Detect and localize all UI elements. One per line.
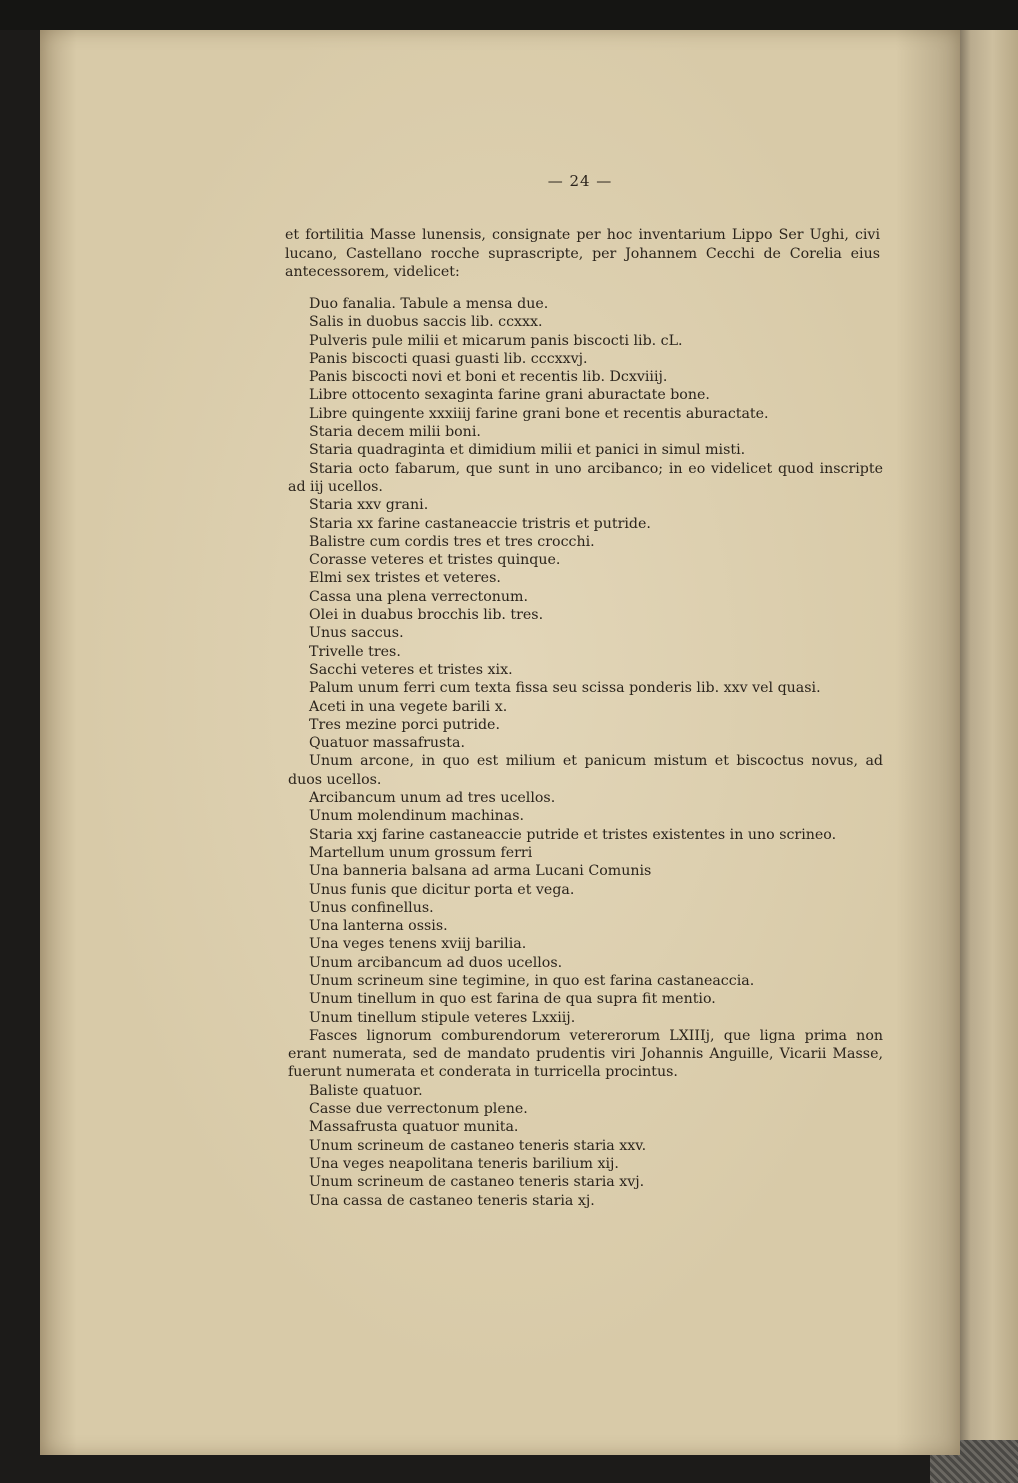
inventory-entry: Una banneria balsana ad arma Lucani Comunis: [309, 863, 652, 880]
inventory-entry: Palum unum ferri cum texta fissa seu scissa ponderis lib. xxv vel quasi.: [309, 680, 821, 697]
inventory-entry: Unus saccus.: [309, 625, 404, 642]
inventory-entry: Unum arcone, in quo est milium et panicum mistum et biscoctus novus, ad duos ucellos.: [288, 753, 883, 788]
inventory-entry: Unum molendinum machinas.: [309, 808, 525, 825]
inventory-entry: Casse due verrectonum plene.: [309, 1101, 528, 1118]
inventory-entry: Salis in duobus saccis lib. ccxxx.: [309, 314, 543, 331]
inventory-entry: Tres mezine porci putride.: [309, 716, 500, 733]
inventory-entry: Libre ottocento sexaginta farine grani aburactate bone.: [309, 387, 710, 404]
inventory-entry: Massafrusta quatuor munita.: [309, 1119, 519, 1136]
inventory-entry: Panis biscocti novi et boni et recentis lib. Dcxviiij.: [309, 369, 668, 386]
inventory-entry: Quatuor massafrusta.: [309, 735, 465, 752]
inventory-entry: Baliste quatuor.: [309, 1082, 423, 1099]
inventory-entry: Staria octo fabarum, que sunt in uno arcibanco; in eo videlicet quod inscripte ad iij ucellos.: [288, 460, 883, 495]
inventory-entry: Staria quadraginta et dimidium milii et panici in simul misti.: [309, 442, 746, 459]
inventory-entry: Una lanterna ossis.: [309, 918, 448, 935]
inventory-entry: Unum tinellum stipule veteres Lxxiij.: [309, 1009, 576, 1026]
inventory-entry: Balistre cum cordis tres et tres crocchi.: [309, 533, 595, 550]
scan-top-edge: [0, 0, 1018, 30]
intro-paragraph: et fortilitia Masse lunensis, consignate per hoc inventarium Lippo Ser Ughi, civi lucano, Castellano rocche suprascripte, per Johannem Cecchi de Corelia eius antecessorem, videlicet:: [285, 227, 880, 281]
inventory-entry: Staria xx farine castaneaccie tristris et putride.: [309, 515, 651, 532]
inventory-entry: Arcibancum unum ad tres ucellos.: [309, 790, 556, 807]
facing-page-edge: [955, 30, 1018, 1460]
inventory-entry: Libre quingente xxxiiij farine grani bone et recentis aburactate.: [309, 405, 769, 422]
inventory-entry: Unum arcibancum ad duos ucellos.: [309, 954, 563, 971]
inventory-entry: Martellum unum grossum ferri: [309, 844, 533, 861]
inventory-entry: Una veges neapolitana teneris barilium xij.: [309, 1155, 619, 1172]
inventory-entry: Una cassa de castaneo teneris staria xj.: [309, 1192, 595, 1209]
inventory-entry: Corasse veteres et tristes quinque.: [309, 552, 561, 569]
inventory-entry: Una veges tenens xviij barilia.: [309, 936, 527, 953]
inventory-entry: Cassa una plena verrectonum.: [309, 588, 529, 605]
inventory-entry: Unum scrineum sine tegimine, in quo est farina castaneaccia.: [309, 972, 755, 989]
inventory-entry: Duo fanalia. Tabule a mensa due.: [309, 296, 549, 312]
inventory-entry: Unum tinellum in quo est farina de qua supra fit mentio.: [309, 991, 716, 1008]
inventory-entry: Aceti in una vegete barili x.: [309, 698, 508, 715]
inventory-entry: Pulveris pule milii et micarum panis biscocti lib. cL.: [309, 332, 683, 349]
inventory-entry: Panis biscocti quasi guasti lib. cccxxvj.: [309, 350, 588, 367]
inventory-entry: Staria decem milii boni.: [309, 424, 481, 441]
inventory-entry: Staria xxj farine castaneaccie putride et tristes existentes in uno scrineo.: [309, 826, 837, 843]
inventory-entry: Sacchi veteres et tristes xix.: [309, 661, 513, 678]
inventory-list: [288, 295, 883, 1210]
inventory-entry: Olei in duabus brocchis lib. tres.: [309, 607, 544, 624]
inventory-entry: Unum scrineum de castaneo teneris staria xvj.: [309, 1174, 645, 1191]
inventory-entry: Unus confinellus.: [309, 899, 434, 916]
inventory-entry: Unum scrineum de castaneo teneris staria xxv.: [309, 1137, 647, 1154]
page-number: — 24 —: [547, 172, 613, 190]
inventory-entry: Staria xxv grani.: [309, 497, 429, 514]
inventory-entry: Fasces lignorum comburendorum vetererorum LXIIIj, que ligna prima non erant numerata, sed de mandato prudentis viri Johannis Anguille, Vicarii Masse, fuerunt numerata et conderata in turricella procintus.: [288, 1027, 883, 1081]
inventory-entry: Trivelle tres.: [309, 643, 401, 660]
inventory-entry: Elmi sex tristes et veteres.: [309, 570, 501, 587]
inventory-entry: Unus funis que dicitur porta et vega.: [309, 881, 575, 898]
